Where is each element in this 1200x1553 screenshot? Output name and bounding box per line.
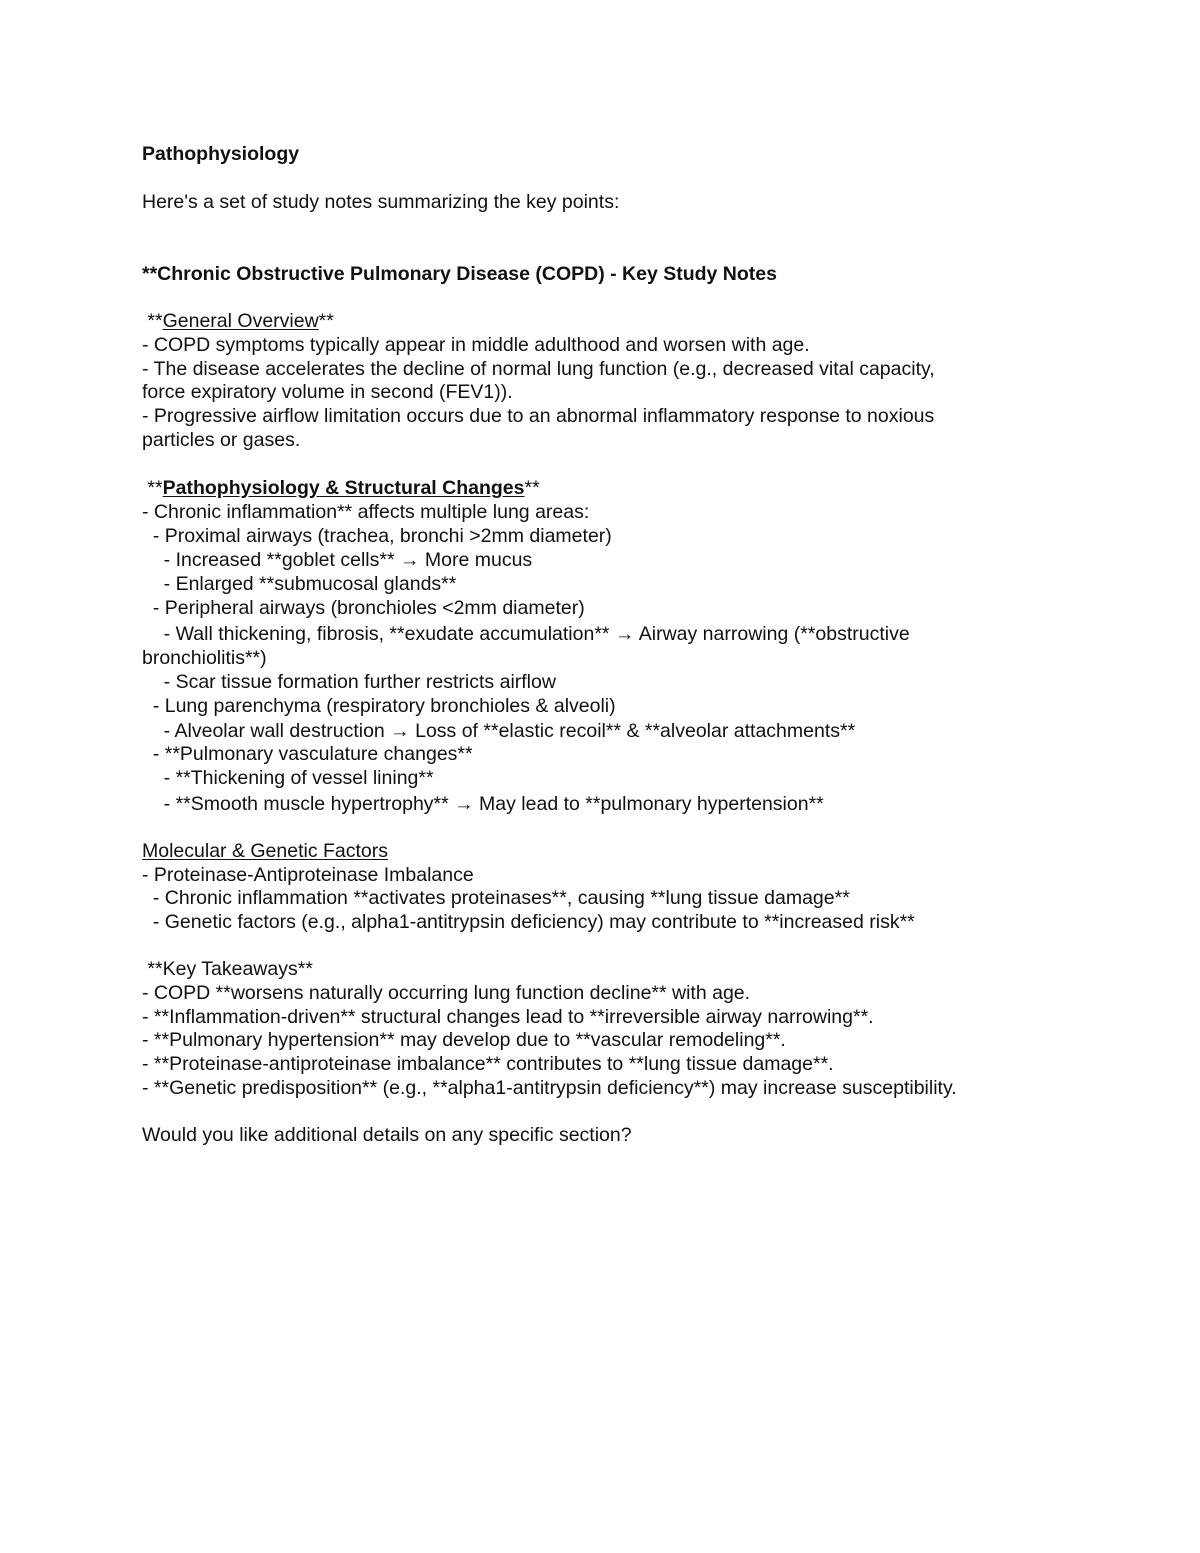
closing-question: Would you like additional details on any specific section? (142, 1124, 632, 1146)
text-line: - **Genetic predisposition** (e.g., **alpha1-antitrypsin deficiency**) may increase susceptibility. (142, 1077, 957, 1099)
heading-suffix: ** (318, 310, 334, 332)
section-heading-pathophysiology (142, 476, 540, 500)
text-line: - Alveolar wall destruction → Loss of **elastic recoil** & **alveolar attachments** (142, 720, 856, 742)
text-line: - **Inflammation-driven** structural changes lead to **irreversible airway narrowing**. (142, 1006, 874, 1028)
text-line: - **Pulmonary vasculature changes** (142, 743, 473, 765)
page-title: Pathophysiology (142, 143, 300, 165)
text-line: - Increased **goblet cells** → More mucus (142, 549, 533, 571)
heading-label: General Overview (162, 310, 319, 332)
heading-prefix: ** (142, 310, 163, 332)
text-line: force expiratory volume in second (FEV1)). (142, 381, 513, 403)
heading-label: Pathophysiology & Structural Changes (162, 477, 525, 499)
text-line: - Lung parenchyma (respiratory bronchioles & alveoli) (142, 695, 616, 717)
text-line: - COPD **worsens naturally occurring lung function decline** with age. (142, 982, 751, 1004)
text-line: bronchiolitis**) (142, 647, 267, 669)
text-line: particles or gases. (142, 429, 301, 451)
intro-text: Here's a set of study notes summarizing the key points: (142, 191, 620, 213)
main-heading: **Chronic Obstructive Pulmonary Disease (COPD) - Key Study Notes (142, 263, 777, 285)
heading-suffix: ** (524, 477, 540, 499)
text-line: - Proteinase-Antiproteinase Imbalance (142, 864, 474, 886)
text-line: - Peripheral airways (bronchioles <2mm diameter) (142, 597, 585, 619)
text-line: - Chronic inflammation **activates proteinases**, causing **lung tissue damage** (142, 887, 850, 909)
text-line: - **Smooth muscle hypertrophy** → May lead to **pulmonary hypertension** (142, 793, 824, 815)
section-heading-general-overview (142, 309, 334, 333)
text-line: - Genetic factors (e.g., alpha1-antitrypsin deficiency) may contribute to **increased risk** (142, 911, 915, 933)
text-line: - Progressive airflow limitation occurs due to an abnormal inflammatory response to noxious (142, 405, 935, 427)
text-line: - COPD symptoms typically appear in middle adulthood and worsen with age. (142, 334, 810, 356)
text-line: - **Thickening of vessel lining** (142, 767, 434, 789)
text-line: - The disease accelerates the decline of normal lung function (e.g., decreased vital capacity, (142, 358, 935, 380)
text-line: - Enlarged **submucosal glands** (142, 573, 457, 595)
section-heading-molecular: Molecular & Genetic Factors (142, 840, 389, 862)
text-line: - Chronic inflammation** affects multiple lung areas: (142, 501, 590, 523)
section-heading-takeaways: **Key Takeaways** (142, 958, 313, 980)
text-line: - Wall thickening, fibrosis, **exudate accumulation** → Airway narrowing (**obstructive (142, 623, 910, 645)
text-line: - **Pulmonary hypertension** may develop due to **vascular remodeling**. (142, 1029, 786, 1051)
text-line: - Scar tissue formation further restricts airflow (142, 671, 556, 693)
text-line: - **Proteinase-antiproteinase imbalance** contributes to **lung tissue damage**. (142, 1053, 834, 1075)
text-line: - Proximal airways (trachea, bronchi >2mm diameter) (142, 525, 612, 547)
heading-prefix: ** (142, 477, 163, 499)
